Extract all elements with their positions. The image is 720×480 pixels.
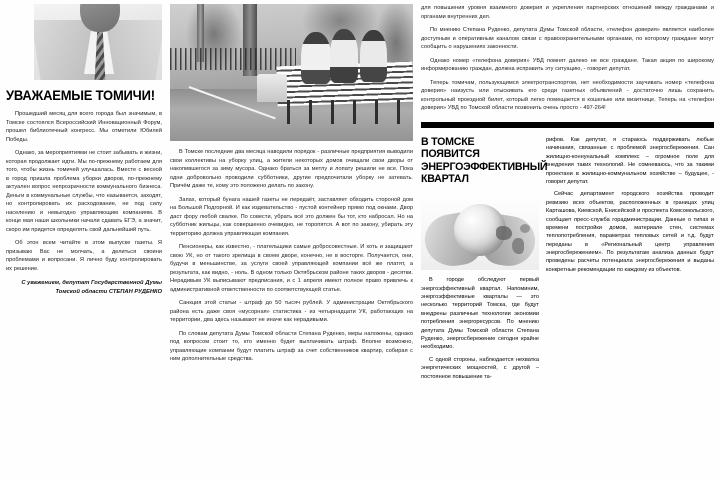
globe-continent xyxy=(496,226,512,240)
photo-bench-legs xyxy=(287,100,409,124)
section-headline: В ТОМСКЕ ПОЯВИТСЯ ЭНЕРГОЭФФЕКТИВНЫЙ КВАРТАЛ xyxy=(421,136,548,185)
photo-person xyxy=(330,29,358,83)
paragraph: Санкция этой статьи - штраф до 50 тысяч рублей. У администрации Октябрьского района есть даже своя «мусорная» статистика - из четырнадцати УК, работающих на территории, два здесь называют не иначе как нерадивыми. xyxy=(170,300,413,323)
paragraph: Сейчас департамент городского хозяйства проводит ревизию всех объектов, расположенных в границах улиц Карташова, Киевской, Енисейской и проспекта Комсомольского, сообщает пресс-служба горадминистрации. Данные о типах и времени постройки домов, материале стен, системах теплопотребления, параметрах тепловых сетей и т.д. будут переданы в «Региональный центр управления энергосбережением». По результатам анализа данных будут проведены расчеты потенциала энергосбережения и выданы конкретные рекомендации по каждому из объектов. xyxy=(546,191,714,273)
author-signature: С уважением, депутат Государственной Думы Томской области СТЕПАН РУДЕНКО xyxy=(21,280,162,295)
park-bench-photo xyxy=(170,4,413,141)
deputy-portrait-photo xyxy=(34,4,162,80)
photo-person xyxy=(301,32,331,84)
paragraph: В Томске последние два месяца наводили порядок - различные предприятия выводили свои коллективы на уборку улиц, а жители некоторых домов очищали свои дворы от накопившегося за зиму мусора. Однако браться за метлу и лопату решили не все. Пока одни добровольно проводили субботники, другие предпочитали уборку не затевать. Причём даже те, кому это положено делать по закону. xyxy=(170,149,413,189)
paragraph: рифов. Как депутат, я стараюсь поддерживать любые начинания, связанные с проблемой энергосбережения. Сан жилищно-коннунальный комплекс – огромное поле для внедрения таких технологий. Не сомневаюсь, что за такими проектани в жилищно-коммунальном хозяйстве – будущее, - говорит депутат. xyxy=(546,137,714,185)
globe-in-hands-photo xyxy=(421,192,539,270)
energy-section-left xyxy=(421,136,548,478)
energy-section xyxy=(421,136,714,478)
paragraph: В городе обследуют первый энергоэффективный квартал. Напоминим, энергоэффективные кварталы — это несколько территорий Томска, где будут внедрены различные технологии экономии потребления энергоресурсов. По мнению депутата Думы Томской области Степана Руденко, энергосбережение сегодня крайне необходимо. xyxy=(421,277,539,351)
paragraph: По словам депутата Думы Томской области Степана Руденко, меры наложены, однако под вопросом стоит то, кто именно будет выплачивать штраф. Вполне возможно, управляющие компании будут платить штраф за счет собственников квартир, собирая с ним дополнительные средства. xyxy=(170,330,413,362)
paragraph: Запах, который бунага нашей газеты не передаёт, заставляет обходить стороной дом на Большой Подгорной. И как издевательство - пустой контейнер прямо под окнами. Двор даст фору любой свалке. По совести, убрать всё это должен бы тот, кто набросал. Но на субботник жильцы, как совершенно очевидно, не торопятся. А вот по закону, убирать эту территорию должна управляющая компания. xyxy=(170,196,413,237)
paragraph: Однако, за мероприятиями не стоит забывать и жизни, которая продолжает идти. Мы по-прежнему работаем для того, чтобы жизнь томичей улучшалась. Вместе с весной в город пришла проблема уборки дворов, по-прежнему актуален вопрос непрозрачности коммунального бизнеса. Деньги в коммунальные службы, что называется, заходят, но контролировать их расходование, не под силу населению и невыгодно управляющим компаниям. В конце мая наши школьники начали сдавать ЕГЭ, а значит, скоро им придется определять свой дальнейший путь. xyxy=(6,150,162,233)
right-column xyxy=(421,4,714,478)
column-container xyxy=(6,4,714,478)
paragraph: Пенсионеры, как известно, - плательщики самые добросовестные. И хоть и защищают свою УК, но от такого зрелища в своем дворе, конечно, не в восторге. Получается, они, будучи в меньшинстве, за услуги своей управляющей компании всё же платят, а результата, как видно, - ноль. В одном только Октябрьском районе таких дворов - десятки. Нерадивым УК выписывают предписания, и с 1 апреля имеют полное право привлечь к административной ответственности по соответствующей статье. xyxy=(170,244,413,293)
energy-section-right xyxy=(546,136,714,478)
globe-continent xyxy=(512,238,524,254)
paragraph: Прошедший месяц для всего города был значимым, в Томске состоялся Всероссийский Инновационный Форум, прошел библиотечный конгресс. Мы отметили Юбилей Победы. xyxy=(6,111,162,143)
middle-column xyxy=(170,4,413,478)
photo-trash-bin xyxy=(257,74,287,102)
photo-globe xyxy=(454,204,506,256)
paragraph: Теперь томичам, пользующимся электротранспортом, нет необходимости заучивать номер «телефона доверия» наизусть или отыскивать его среди газетных объявлений - достаточно лишь сохранить контрольный проездной билет, который легко помещается в кошельке или визитнице. Теперь на «телефон доверия» УВД по Томской области позвонить очень просто - 497-264! xyxy=(421,79,714,111)
middle-column-article xyxy=(170,148,413,364)
paragraph: для повышения уровня взаимного доверия и укрепления партнерских отношений между гражданами и органами внутренних дел. xyxy=(421,5,714,20)
paragraph: С одной стороны, наблюдается нехватка энергетических мощностей, с другой – постоянное повышение та- xyxy=(421,356,539,380)
energy-article-right-text xyxy=(546,136,714,274)
paragraph: Однако номер «телефона доверия» УВД помнят далеко не все граждане. Такая акция по широкому информированию граждан, должна исправить эту ситуацию, - говорит депутат. xyxy=(421,57,714,72)
energy-article-left-text xyxy=(421,276,539,381)
section-divider-rule xyxy=(421,122,714,129)
paragraph: По мнению Степана Руденко, депутата Думы Томской области, «телефон доверия» является наиболее доступным и оперативным каналом связи с правоохранительными органами, по которому граждане могут сообщить о нарушениях законности. xyxy=(421,27,714,50)
photo-person xyxy=(360,30,387,82)
left-column-article xyxy=(6,110,162,273)
trust-phone-article xyxy=(421,4,714,113)
left-column xyxy=(6,4,162,478)
page-title: УВАЖАЕМЫЕ ТОМИЧИ! xyxy=(6,88,155,103)
paragraph: Об этон всем читайте в этом выпуске газеты. Я призываю Вас не молчать, а делиться своини проблемами и вопросани. Я лично буду контролировать их решение. xyxy=(6,240,162,272)
